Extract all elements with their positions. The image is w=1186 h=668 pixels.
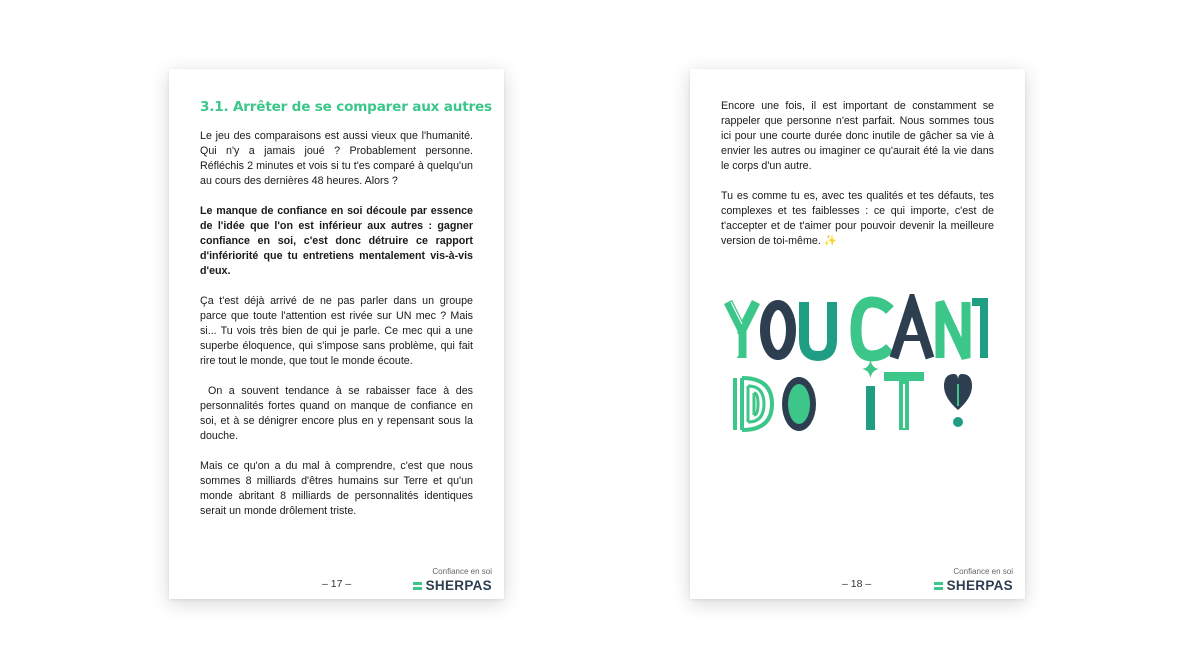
section-heading: 3.1. Arrêter de se comparer aux autres bbox=[200, 99, 492, 115]
paragraph-bold: Le manque de confiance en soi découle par essence de l'idée que l'on est inférieur aux autres : gagner confiance en soi, c'est donc détruire ce rapport d'infériorité que tu entretiens mentalement vis-à-vis d'eux. bbox=[200, 205, 473, 277]
letter-n bbox=[940, 302, 966, 358]
letter-o bbox=[765, 305, 791, 355]
page-18 bbox=[690, 69, 1025, 599]
page-content bbox=[721, 99, 994, 264]
letter-c bbox=[856, 302, 890, 356]
paragraph: Encore une fois, il est important de constamment se rappeler que personne n'est parfait. Nous sommes tous ici pour une courte durée donc inutile de gâcher sa vie à envier les autres ou imaginer ce qu'aurait été la vie dans le corps d'un autre. bbox=[721, 100, 994, 172]
brand-subtitle: Confiance en soi bbox=[953, 567, 1013, 576]
page-17 bbox=[169, 69, 504, 599]
letter-d bbox=[735, 378, 772, 430]
brand-logo bbox=[413, 578, 492, 593]
letter-y bbox=[728, 302, 756, 358]
heart-exclamation-icon bbox=[944, 374, 972, 427]
letter-a bbox=[894, 302, 930, 358]
paragraph: Tu es comme tu es, avec tes qualités et tes défauts, tes complexes et tes faiblesses : ce qui importe, c'est de t'accepter et de t'aimer pour pouvoir devenir la meilleure version de toi-même. ✨ bbox=[721, 190, 994, 247]
brand-footer bbox=[413, 567, 492, 593]
you-can-do-it-illustration bbox=[722, 294, 998, 442]
page-content bbox=[200, 99, 492, 534]
letter-i bbox=[862, 360, 879, 430]
brand-footer bbox=[934, 567, 1013, 593]
paragraph: Mais ce qu'on a du mal à comprendre, c'est que nous sommes 8 milliards d'êtres humains sur Terre et qu'un monde abritant 8 milliards de personnalités identiques serait un monde drôlement triste. bbox=[200, 460, 473, 517]
brand-logo bbox=[934, 578, 1013, 593]
page-number: – 18 – bbox=[842, 578, 872, 590]
letter-u bbox=[804, 302, 832, 356]
paragraph: Le jeu des comparaisons est aussi vieux que l'humanité. Qui n'y a jamais joué ? Probablement personne. Réfléchis 2 minutes et vois si tu t'es comparé à quelqu'un au cours des dernières 48 heures. Alors ? bbox=[200, 130, 473, 187]
paragraph: On a souvent tendance à se rabaisser face à des personnalités fortes quand on manque de confiance en soi, et à se dénigrer encore plus en y repensant sous la douche. bbox=[200, 385, 473, 442]
letter-t bbox=[884, 372, 924, 430]
page-number: – 17 – bbox=[322, 578, 352, 590]
brand-name: SHERPAS bbox=[425, 578, 492, 593]
brand-subtitle: Confiance en soi bbox=[432, 567, 492, 576]
paragraph: Ça t'est déjà arrivé de ne pas parler dans un groupe parce que toute l'attention est rivée sur UN mec ? Mais si... Tu vois très bien de qui je parle. Ce mec qui a une superbe éloquence, qui s'impose sans problème, qui fait rire tout le monde, que tout le monde écoute. bbox=[200, 295, 473, 367]
sherpas-logo-icon bbox=[934, 582, 943, 590]
letter-o-filled bbox=[782, 377, 816, 431]
brand-name: SHERPAS bbox=[946, 578, 1013, 593]
sherpas-logo-icon bbox=[413, 582, 422, 590]
